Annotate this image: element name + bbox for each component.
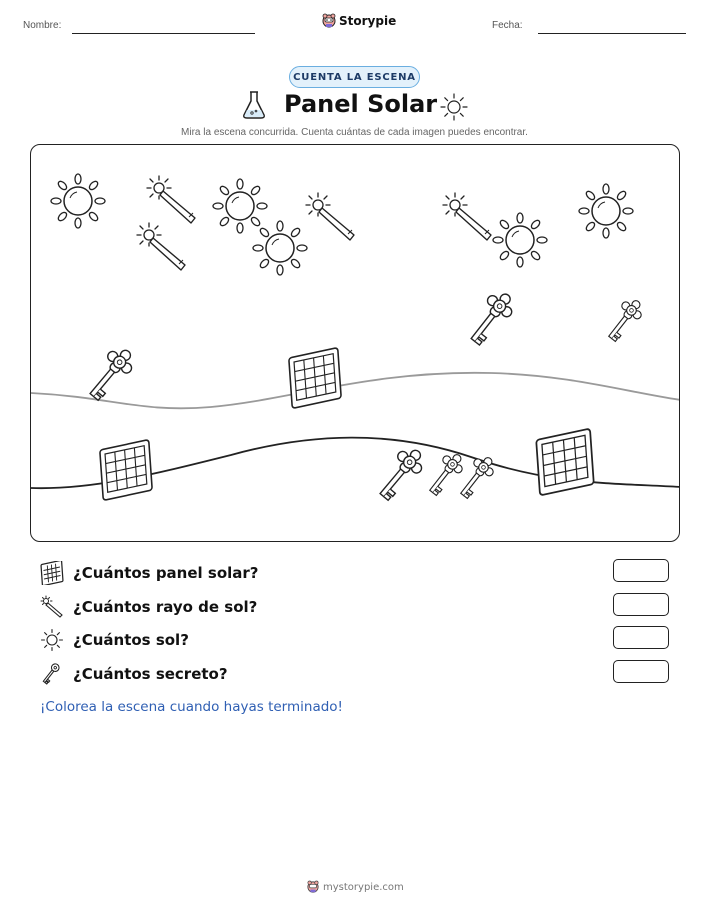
question-secret (40, 661, 228, 687)
site-footer (307, 880, 404, 894)
answer-box-secret[interactable] (613, 660, 669, 683)
date-line[interactable] (538, 33, 686, 34)
question-text: ¿Cuántos rayo de sol? (73, 598, 258, 616)
flask-icon (241, 90, 267, 120)
sun-icon (40, 628, 64, 652)
name-line[interactable] (72, 33, 255, 34)
question-text: ¿Cuántos secreto? (73, 665, 228, 683)
page-title: Panel Solar (284, 90, 438, 118)
scene-frame (30, 144, 680, 542)
badge: CUENTA LA ESCENA (289, 66, 420, 88)
answer-box-solar-panel[interactable] (613, 559, 669, 582)
mascot-icon (307, 880, 319, 894)
question-solar-panel (40, 560, 259, 586)
scene-illustration (31, 145, 680, 542)
name-label: Nombre: (23, 20, 62, 31)
brand-logo (322, 13, 396, 29)
question-text: ¿Cuántos panel solar? (73, 564, 259, 582)
key-icon (40, 662, 64, 686)
solar-panel-icon (40, 561, 64, 585)
answer-box-sunbeam[interactable] (613, 593, 669, 616)
question-text: ¿Cuántos sol? (73, 631, 189, 649)
mascot-icon (322, 13, 336, 29)
instructions: Mira la escena concurrida. Cuenta cuántas de cada imagen puedes encontrar. (181, 127, 528, 138)
sunbeam-wand-icon (40, 595, 64, 619)
question-sunbeam (40, 594, 257, 620)
answer-box-sun[interactable] (613, 626, 669, 649)
date-label: Fecha: (492, 20, 523, 31)
question-sun (40, 627, 189, 653)
brand-name: Storypie (339, 14, 397, 28)
site-url[interactable]: mystorypie.com (323, 881, 404, 893)
sun-icon (439, 92, 469, 122)
coloring-note: ¡Colorea la escena cuando hayas terminado! (40, 699, 343, 715)
